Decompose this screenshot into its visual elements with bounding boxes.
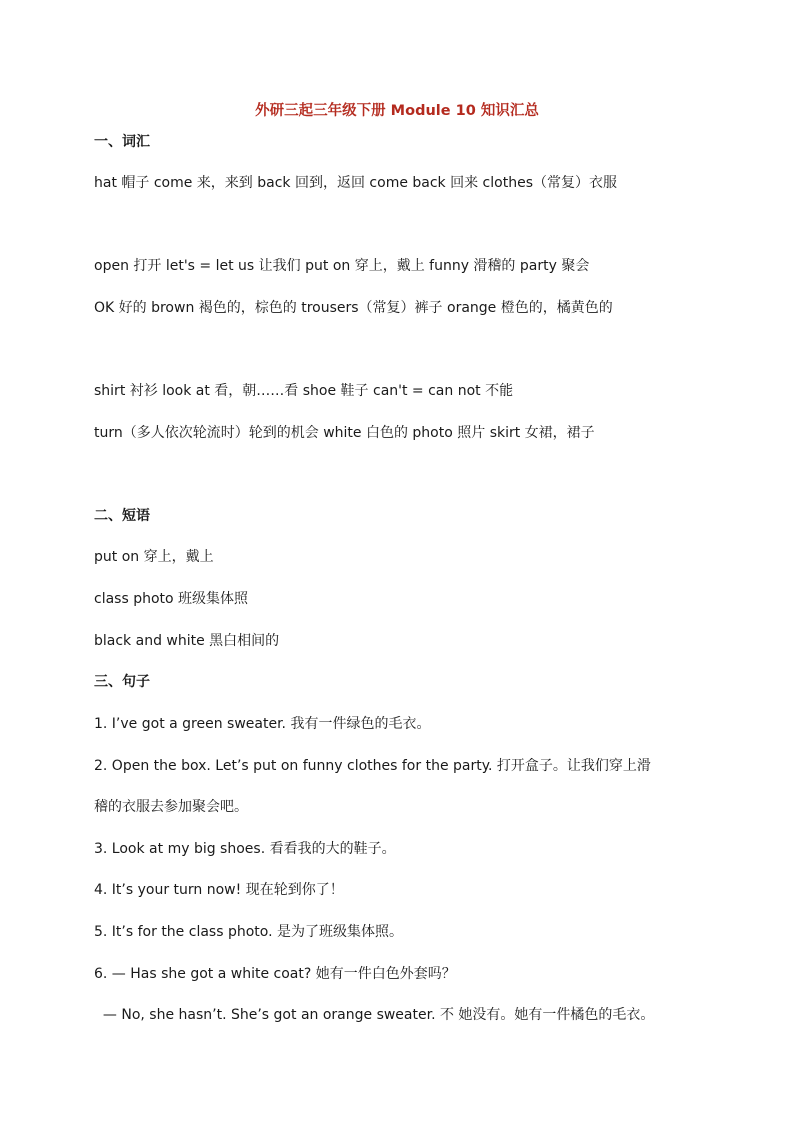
phrase-item: black and white 黑白相间的 — [94, 633, 280, 649]
sentence-item: 5. It’s for the class photo. 是为了班级集体照。 — [94, 924, 403, 940]
vocab-line: shirt 衬衫 look at 看，朝……看 shoe 鞋子 can't = can not 不能 — [94, 383, 514, 399]
sentence-item: 3. Look at my big shoes. 看看我的大的鞋子。 — [94, 841, 396, 857]
sentence-item: 1. I’ve got a green sweater. 我有一件绿色的毛衣。 — [94, 716, 431, 732]
sentence-item: — No, she hasn’t. She’s got an orange sweater. 不 她没有。她有一件橘色的毛衣。 — [94, 1007, 655, 1023]
page-title: 外研三起三年级下册 Module 10 知识汇总 — [255, 103, 539, 119]
vocab-heading: 一、词汇 — [94, 134, 150, 150]
phrases-heading: 二、短语 — [94, 508, 150, 524]
sentences-heading: 三、句子 — [94, 674, 150, 690]
sentence-item: 稽的衣服去参加聚会吧。 — [94, 799, 248, 815]
vocab-line: open 打开 let's = let us 让我们 put on 穿上，戴上 funny 滑稽的 party 聚会 — [94, 258, 590, 274]
sentence-item: 2. Open the box. Let’s put on funny clothes for the party. 打开盒子。让我们穿上滑 — [94, 758, 651, 774]
vocab-line: hat 帽子 come 来，来到 back 回到，返回 come back 回来 clothes（常复）衣服 — [94, 175, 617, 191]
vocab-line: OK 好的 brown 褐色的，棕色的 trousers（常复）裤子 orange 橙色的，橘黄色的 — [94, 300, 613, 316]
sentence-item: 6. — Has she got a white coat? 她有一件白色外套吗？ — [94, 966, 456, 982]
sentence-item: 4. It’s your turn now! 现在轮到你了！ — [94, 882, 344, 898]
phrase-item: class photo 班级集体照 — [94, 591, 249, 607]
vocab-line: turn（多人依次轮流时）轮到的机会 white 白色的 photo 照片 skirt 女裙，裙子 — [94, 425, 595, 441]
phrase-item: put on 穿上，戴上 — [94, 549, 214, 565]
